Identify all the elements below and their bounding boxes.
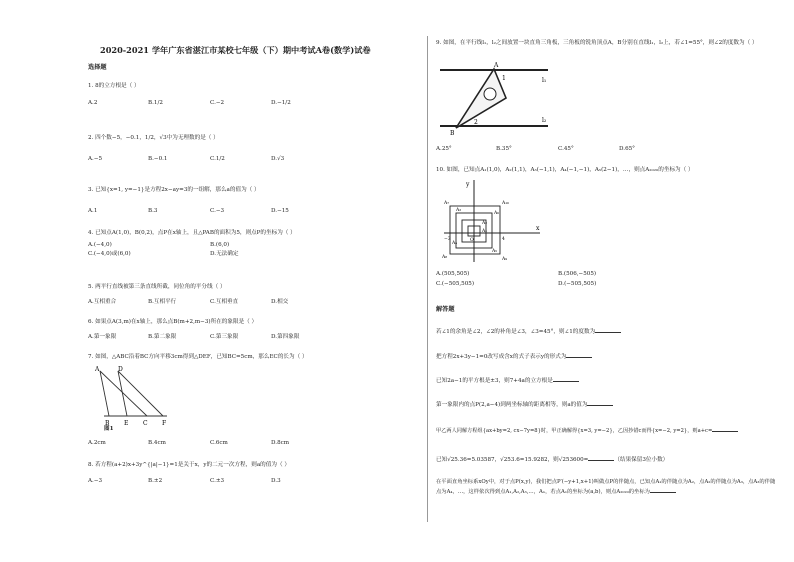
column-divider	[427, 36, 428, 522]
q10-label-a5: A₅	[492, 249, 498, 254]
q4-option-c[interactable]: C.(−4,0)或(6,0)	[88, 251, 131, 257]
q4-option-b[interactable]: B.(6,0)	[210, 242, 230, 248]
fill-question-1: 若∠1的余角是∠2，∠2的补角是∠3，∠3=45°，则∠1的度数为	[436, 327, 621, 336]
q10-label-x: x	[536, 225, 540, 232]
q10-label-a2: A₂	[482, 221, 488, 226]
q7-label-b: B	[105, 420, 110, 427]
q7-label-f: F	[162, 420, 167, 427]
exam-title: 2020-2021 学年广东省湛江市某校七年级（下）期中考试A卷(数学)试卷	[100, 45, 371, 55]
q10-label-y: y	[466, 181, 470, 188]
q2-option-a[interactable]: A.−5	[88, 156, 103, 162]
q10-label-origin: O	[470, 238, 474, 243]
q7-option-b[interactable]: B.4cm	[148, 440, 166, 446]
question-10-options	[436, 270, 696, 290]
q1-option-a[interactable]: A.2	[88, 100, 98, 106]
fill-blank-5[interactable]	[712, 426, 738, 432]
question-1-stem: 1. 8的立方根是（ ）	[88, 83, 140, 89]
q7-label-e: E	[124, 420, 129, 427]
q10-option-c[interactable]: C.(−505,505)	[436, 281, 475, 287]
question-10-stem: 10. 如图，已知点A₁(1,0)，A₂(1,1)，A₃(−1,1)，A₄(−1,−1)，A₅(2−1)，…，则点A₂₀₂₀的坐标为（ ）	[436, 167, 694, 173]
q5-option-a[interactable]: A.互相重合	[88, 299, 117, 305]
q3-option-b[interactable]: B.3	[148, 208, 158, 214]
fill-blank-2[interactable]	[566, 352, 592, 358]
q3-option-c[interactable]: C.−3	[210, 208, 225, 214]
q8-option-c[interactable]: C.±3	[210, 478, 225, 484]
q2-option-b[interactable]: B.−0.1	[148, 156, 168, 162]
q8-option-d[interactable]: D.3	[271, 478, 281, 484]
fill-question-3: 已知2a−1的平方根是±3，则7+4a的立方根是	[436, 376, 579, 385]
fill-question-4: 第一象限内的点P(2,a−4)到两坐标轴的距离相等，则a的值为	[436, 400, 613, 409]
q9-option-b[interactable]: B.35°	[496, 146, 512, 152]
q8-option-b[interactable]: B.±2	[148, 478, 163, 484]
q3-option-d[interactable]: D.−15	[271, 208, 289, 214]
q7-label-a: A	[95, 366, 100, 373]
q9-label-l2: l₂	[542, 117, 547, 124]
q7-option-d[interactable]: D.8cm	[271, 440, 290, 446]
q8-option-a[interactable]: A.−3	[88, 478, 103, 484]
q6-option-b[interactable]: B.第二象限	[148, 334, 177, 340]
fill-blank-1[interactable]	[595, 327, 621, 333]
q9-label-angle-1: 1	[502, 75, 506, 82]
q4-option-d[interactable]: D.无法确定	[210, 251, 239, 257]
q1-option-c[interactable]: C.−2	[210, 100, 225, 106]
q9-option-c[interactable]: C.45°	[558, 146, 574, 152]
question-4-stem: 4. 已知点A(1,0)，B(0,2)，点P在x轴上，且△PAB的面积为5，则点P的坐标为（ ）	[88, 230, 296, 236]
q2-option-c[interactable]: C.1/2	[210, 156, 225, 162]
fill-question-5: 甲乙两人同解方程组{ax+by=2, cx−7y=8}时，甲正确解得{x=3, y=−2}，乙因抄错c而得{x=−2, y=2}，则a+c=	[436, 426, 738, 435]
question-4-options	[88, 241, 288, 261]
q9-set-square-hole	[484, 88, 496, 100]
q3-option-a[interactable]: A.1	[88, 208, 98, 214]
q10-option-b[interactable]: B.(506,−505)	[558, 271, 597, 277]
q10-tick-4: 4	[502, 237, 505, 242]
q7-label-d: D	[118, 366, 123, 373]
question-7-stem: 7. 如图，△ABC沿着BC方向平移3cm得到△DEF，已知BC=5cm，那么EC的长为（ ）	[88, 354, 308, 360]
q6-option-a[interactable]: A.第一象限	[88, 334, 117, 340]
q5-option-d[interactable]: D.相交	[271, 299, 289, 305]
q10-label-a6: A₆	[494, 211, 500, 216]
q5-option-b[interactable]: B.互相平行	[148, 299, 177, 305]
fill-blank-3[interactable]	[553, 376, 579, 382]
q6-option-c[interactable]: C.第三象限	[210, 334, 239, 340]
q10-label-a3: A₃	[456, 208, 462, 213]
q9-label-b: B	[450, 130, 455, 137]
q10-coordinate-figure	[440, 178, 544, 264]
q10-label-a7: A₇	[444, 201, 450, 206]
question-6-stem: 6. 如果点A(3,m)在x轴上，那么点B(m+2,m−3)所在的象限是（ ）	[88, 319, 258, 325]
q9-parallel-lines-figure	[440, 58, 552, 138]
q10-option-a[interactable]: A.(505,505)	[436, 271, 470, 277]
fill-blank-7[interactable]	[650, 487, 676, 493]
fill-blank-6[interactable]	[588, 455, 614, 461]
q10-tick-neg3: −3	[444, 237, 451, 242]
q9-option-a[interactable]: A.25°	[436, 146, 452, 152]
q10-label-a1: A₁	[482, 229, 488, 234]
q10-label-a10: A₁₀	[502, 201, 509, 206]
fill-blank-4[interactable]	[587, 400, 613, 406]
question-8-stem: 8. 若方程(a+2)x+3y^{|a|−1}=1是关于x，y的二元一次方程，则a的值为（ ）	[88, 462, 290, 468]
q5-option-c[interactable]: C.互相垂直	[210, 299, 239, 305]
q9-option-d[interactable]: D.65°	[619, 146, 635, 152]
q9-label-l1: l₁	[542, 77, 547, 84]
fill-question-2: 把方程2x+3y−1=0改写成含x的式子表示y的形式为	[436, 352, 592, 361]
q10-label-a8: A₈	[442, 255, 448, 260]
question-3-stem: 3. 已知{x=1, y=−1}是方程2x−ay=3的一组解，那么a的值为（ ）	[88, 187, 260, 193]
q1-option-b[interactable]: B.1/2	[148, 100, 163, 106]
q10-option-d[interactable]: D.(−505,505)	[558, 281, 597, 287]
q7-label-c: C	[143, 420, 148, 427]
q10-label-a4: A₄	[452, 241, 458, 246]
q7-option-c[interactable]: C.6cm	[210, 440, 228, 446]
question-2-stem: 2. 四个数−5，−0.1，1/2，√3中为无理数的是（ ）	[88, 135, 219, 141]
q6-option-d[interactable]: D.第四象限	[271, 334, 300, 340]
fill-question-6: 已知√25.36=5.03587，√253.6=15.9282，则√253600= （结果保留3位小数）	[436, 457, 669, 463]
q1-option-d[interactable]: D.−1/2	[271, 100, 291, 106]
fill-question-7: 在平面直角坐标系xOy中，对于点P(x,y)，我们把点P′(−y+1,x+1)叫做点P的伴随点，已知点A₁的伴随点为A₂，点A₂的伴随点为A₃，点A₃的伴随点为A₄，…，这样依次得到点A₁,A₂,A₃,…，Aₙ，若点A₁的坐标为(a,b)，则点A₂₀₂₀的坐标为	[436, 479, 776, 495]
q10-label-a9: A₉	[502, 257, 508, 262]
section-fill: 解答题	[436, 306, 455, 313]
question-5-stem: 5. 两平行直线被第三条直线所截，同位角的平分线（ ）	[88, 284, 226, 290]
q9-label-a: A	[494, 62, 499, 69]
q7-option-a[interactable]: A.2cm	[88, 440, 106, 446]
q7-side-de	[118, 371, 127, 416]
q9-label-angle-2: 2	[474, 119, 478, 126]
q7-figure-caption: 图1	[104, 426, 114, 432]
q4-option-a[interactable]: A.(−4,0)	[88, 242, 112, 248]
question-9-stem: 9. 如图，在平行线l₁，l₂之间放置一块直角三角板，三角板的锐角顶点A，B分别在直线l₁，l₂上，若∠1=55°，则∠2的度数为（ ）	[436, 40, 758, 46]
q7-triangle-figure	[92, 364, 172, 426]
q2-option-d[interactable]: D.√3	[271, 156, 285, 162]
section-choice: 选择题	[88, 64, 107, 71]
q9-set-square	[456, 69, 506, 128]
